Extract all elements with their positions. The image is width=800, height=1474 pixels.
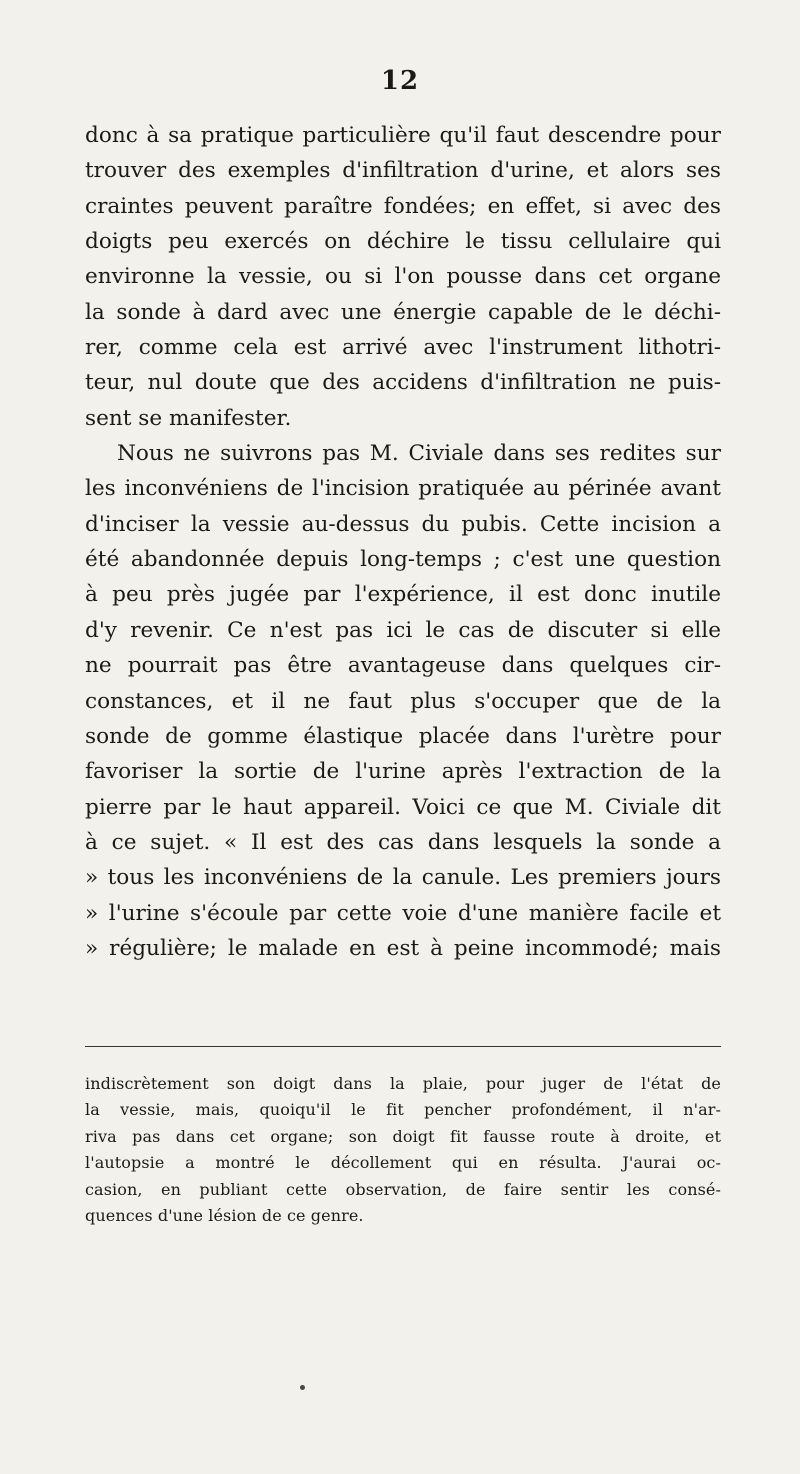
body-line: doigts peu exercés on déchire le tissu cellulaire qui <box>85 229 721 255</box>
body-line: rer, comme cela est arrivé avec l'instrument lithotri- <box>85 335 721 361</box>
body-line: craintes peuvent paraître fondées; en effet, si avec des <box>85 193 721 219</box>
footnote <box>85 1071 721 1229</box>
body-line: » régulière; le malade en est à peine incommodé; mais <box>85 935 721 961</box>
body-line: trouver des exemples d'infiltration d'urine, et alors ses <box>85 158 721 184</box>
body-line: ne pourrait pas être avantageuse dans quelques cir- <box>85 653 721 679</box>
footnote-line: indiscrètement son doigt dans la plaie, pour juger de l'état de <box>85 1074 721 1093</box>
body-line: donc à sa pratique particulière qu'il faut descendre pour <box>85 123 721 148</box>
body-line: d'y revenir. Ce n'est pas ici le cas de discuter si elle <box>85 617 721 643</box>
body-line: Nous ne suivrons pas M. Civiale dans ses redites sur <box>117 441 721 467</box>
footnote-separator <box>85 1046 721 1047</box>
body-line: d'inciser la vessie au-dessus du pubis. Cette incision a <box>85 511 721 537</box>
footnote-line: riva pas dans cet organe; son doigt fit fausse route à droite, et <box>85 1126 721 1146</box>
body-line: » l'urine s'écoule par cette voie d'une manière facile et <box>85 900 721 926</box>
footnote-line: l'autopsie a montré le décollement qui en résulta. J'aurai oc- <box>85 1153 721 1173</box>
body-line: sonde de gomme élastique placée dans l'urètre pour <box>85 723 721 749</box>
page-number: 12 <box>380 66 420 96</box>
footnote-line: la vessie, mais, quoiqu'il le fit pencher profondément, il n'ar- <box>85 1100 721 1120</box>
body-line: les inconvéniens de l'incision pratiquée au périnée avant <box>85 476 721 502</box>
footnote-line: quences d'une lésion de ce genre. <box>85 1206 364 1226</box>
body-line: la sonde à dard avec une énergie capable de le déchi- <box>85 299 721 325</box>
body-line: constances, et il ne faut plus s'occuper que de la <box>85 688 721 714</box>
footnote-line: casion, en publiant cette observation, de faire sentir les consé- <box>85 1179 721 1199</box>
body-line: sent se manifester. <box>85 405 292 431</box>
body-line: » tous les inconvéniens de la canule. Les premiers jours <box>85 865 721 891</box>
body-line: teur, nul doute que des accidens d'infiltration ne puis- <box>85 370 721 396</box>
body-text <box>85 118 721 966</box>
body-line: à ce sujet. « Il est des cas dans lesquels la sonde a <box>85 829 721 855</box>
body-line: à peu près jugée par l'expérience, il est donc inutile <box>85 582 721 608</box>
body-line: favoriser la sortie de l'urine après l'extraction de la <box>85 759 721 785</box>
ink-dot-mark <box>300 1385 305 1390</box>
body-line: été abandonnée depuis long-temps ; c'est une question <box>85 547 721 573</box>
body-line: pierre par le haut appareil. Voici ce que M. Civiale dit <box>85 794 721 820</box>
body-line: environne la vessie, ou si l'on pousse dans cet organe <box>85 264 721 290</box>
